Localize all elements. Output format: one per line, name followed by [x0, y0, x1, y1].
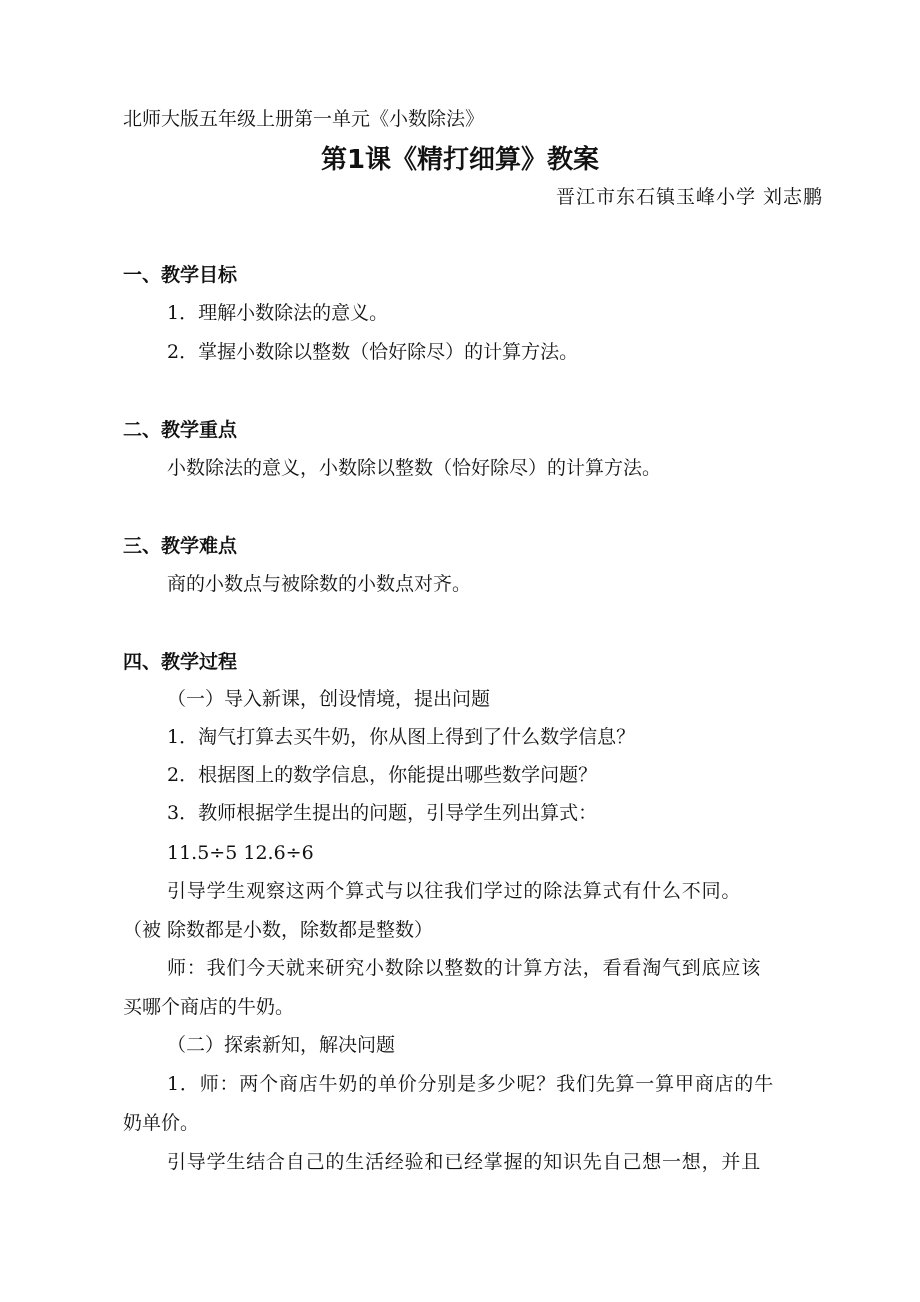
process-line: 1．师：两个商店牛奶的单价分别是多少呢？我们先算一算甲商店的牛: [167, 1073, 774, 1095]
process-line: 1．淘气打算去买牛奶，你从图上得到了什么数学信息？: [167, 726, 636, 748]
process-line: 引导学生结合自己的生活经验和已经掌握的知识先自己想一想，并且: [167, 1151, 762, 1173]
process-line: （二）探索新知，解决问题: [167, 1034, 396, 1056]
process-line: 买哪个商店的牛奶。: [123, 996, 295, 1018]
process-line: 师：我们今天就来研究小数除以整数的计算方法，看看淘气到底应该: [167, 957, 762, 979]
section-heading-objectives: 一、教学目标: [123, 264, 238, 286]
process-line: 3．教师根据学生提出的问题，引导学生列出算式：: [167, 802, 598, 824]
process-line: 引导学生观察这两个算式与以往我们学过的除法算式有什么不同。: [167, 880, 742, 902]
key-points-text: 小数除法的意义，小数除以整数（恰好除尽）的计算方法。: [167, 457, 662, 479]
process-line: （一）导入新课，创设情境，提出问题: [167, 688, 491, 710]
equation-line: 11.5÷5 12.6÷6: [167, 842, 314, 864]
series-line: 北师大版五年级上册第一单元《小数除法》: [123, 108, 485, 130]
process-line: （被 除数都是小数，除数都是整数）: [123, 919, 434, 941]
section-heading-key-points: 二、教学重点: [123, 419, 238, 441]
author-line: 晋江市东石镇玉峰小学 刘志鹏: [555, 186, 823, 208]
section-heading-process: 四、教学过程: [123, 651, 238, 673]
objective-item-2: 2．掌握小数除以整数（恰好除尽）的计算方法。: [167, 341, 579, 363]
difficulties-text: 商的小数点与被除数的小数点对齐。: [167, 573, 472, 595]
objective-item-1: 1．理解小数除法的意义。: [167, 302, 389, 324]
page-title: 第1课《精打细算》教案: [320, 145, 600, 175]
process-line: 奶单价。: [123, 1112, 200, 1134]
section-heading-difficulties: 三、教学难点: [123, 535, 238, 557]
process-line: 2．根据图上的数学信息，你能提出哪些数学问题？: [167, 764, 598, 786]
